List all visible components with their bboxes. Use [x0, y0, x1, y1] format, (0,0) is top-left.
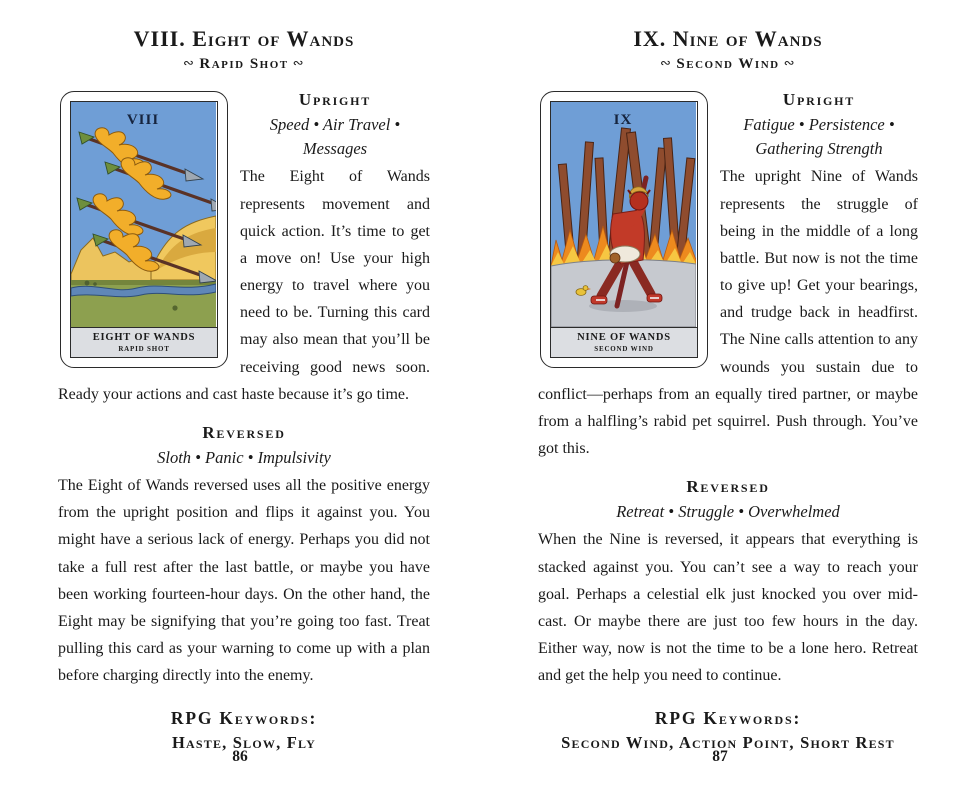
page-content: [58, 89, 430, 754]
upright-body: The Eight of Wands represents movement and quick action. It’s time to get a move on! Use your high energy to travel where you need to be. Turning this card may also mean that you’ll be receiving good news soon. Ready your actions and cast haste because it’s go time.: [58, 168, 430, 403]
card-name: NINE OF WANDS: [577, 332, 671, 344]
flourish-ornament-icon: ∾: [659, 56, 673, 72]
page-title: VIII. Eight of Wands: [133, 26, 355, 51]
card-label: [70, 327, 218, 358]
reversed-heading: Reversed: [202, 423, 286, 443]
page-subtitle-text: Rapid Shot: [199, 56, 289, 73]
page-number: 86: [232, 748, 248, 765]
rpg-keywords-heading: RPG Keywords:: [654, 707, 802, 728]
eight-of-wands-illustration: [71, 102, 216, 327]
upright-body: The upright Nine of Wands represents the struggle of being in the middle of a long battle. But now is not the time to give up! Get your bearings, and trudge back in headfirst. The Nine calls attention to any wounds you sustain due to conflict—perhaps from an equally tired partner, or maybe from a halfling’s rabid pet squirrel. Push through. You’ve got this.: [538, 168, 918, 458]
upright-keywords: Speed • Air Travel • Messages: [269, 115, 401, 159]
reversed-body: The Eight of Wands reversed uses all the positive energy from the upright position and flips it against you. You might have a serious lack of energy. Perhaps you did not take a full rest after the last battle, or maybe you have been working fourteen-hour days. On the other hand, the Eight may be signifying that you’re going too fast. Treat pulling this card as your warning to come up with a plan before charging directly into the enemy.: [58, 477, 430, 685]
card-subname: RAPID SHOT: [118, 345, 170, 354]
nine-of-wands-illustration: [551, 102, 696, 327]
reversed-keywords: Sloth • Panic • Impulsivity: [157, 448, 331, 468]
page-subtitle: [58, 56, 430, 73]
page-subtitle: [538, 56, 918, 73]
flourish-ornament-icon: ∾: [182, 56, 196, 72]
reversed-heading: Reversed: [686, 477, 770, 497]
reversed-keywords: Retreat • Struggle • Overwhelmed: [616, 502, 840, 522]
rpg-keywords-list: Second Wind, Action Point, Short Rest: [561, 732, 895, 752]
upright-heading: Upright: [298, 90, 372, 110]
card-numeral: IX: [613, 112, 633, 129]
page-subtitle-text: Second Wind: [676, 56, 780, 73]
page-number: 87: [712, 748, 728, 765]
page-nine-of-wands: [480, 0, 960, 800]
tarot-card-eight-of-wands: [60, 91, 228, 368]
page-content: [538, 89, 918, 754]
card-artwork: [70, 101, 218, 327]
flourish-ornament-icon: ∾: [783, 56, 797, 72]
upright-heading: Upright: [782, 90, 856, 110]
page-title: IX. Nine of Wands: [633, 26, 823, 51]
card-label: [550, 327, 698, 358]
rpg-keywords-heading: RPG Keywords:: [170, 707, 318, 728]
tarot-card-nine-of-wands: [540, 91, 708, 368]
upright-keywords: Fatigue • Persistence • Gathering Strength: [743, 115, 895, 159]
flourish-ornament-icon: ∾: [292, 56, 306, 72]
card-subname: SECOND WIND: [594, 345, 654, 354]
card-name: EIGHT OF WANDS: [92, 332, 196, 344]
rpg-keywords-list: Haste, Slow, Fly: [171, 732, 317, 752]
reversed-body: When the Nine is reversed, it appears that everything is stacked against you. You can’t see a way to reach your goal. Perhaps a celestial elk just knocked you over mid-cast. Or maybe there are just too few hours in the day. Either way, now is not the time to be a lone hero. Retreat and get the help you need to continue.: [538, 531, 918, 685]
card-numeral: VIII: [126, 112, 160, 129]
card-artwork: [550, 101, 698, 327]
